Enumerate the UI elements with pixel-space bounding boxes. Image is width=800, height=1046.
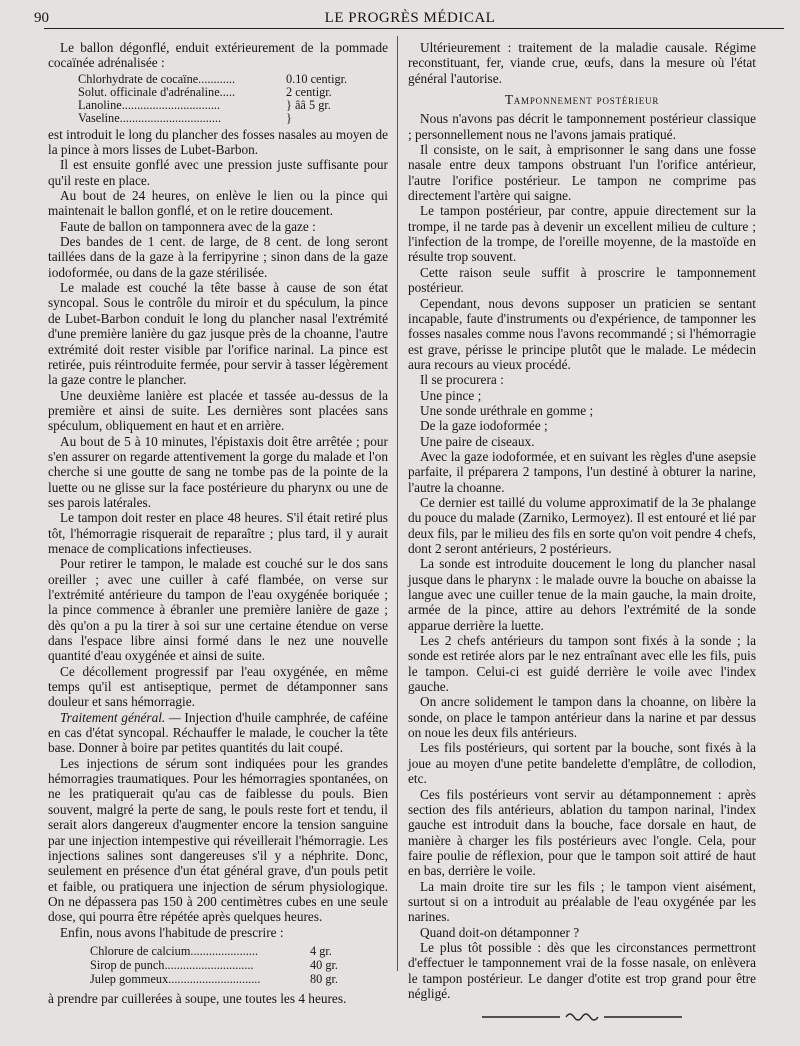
- paragraph: Ces fils postérieurs vont servir au détamponnement : après section des fils antérieurs, ablation du tampon narinal, l'index gauche est introduit dans la bouche, face dorsale en haut, de manière à charger les fils postérieurs avec l'ongle. Cela, pour faire poulie de réflexion, pour que le tampon soit attiré de haut en bas, derrière le voile.: [408, 786, 756, 879]
- paragraph: Le tampon postérieur, par contre, appuie directement sur la trompe, il ne tarde pas à devenir un excellent milieu de culture ; l'infection de la trompe, de l'oreille moyenne, de la mastoïde en résulte trop souvent.: [408, 203, 756, 265]
- paragraph: La main droite tire sur les fils ; le tampon vient aisément, surtout si on a introduit au préalable de l'eau oxygénée par les narines.: [408, 878, 756, 925]
- paragraph: Le tampon doit rester en place 48 heures. S'il était retiré plus tôt, l'hémorragie risquerait de reparaître ; plus tard, il y aurait menace de complications infectieuses.: [48, 510, 388, 556]
- paragraph: Ce décollement progressif par l'eau oxygénée, en même temps qu'il est antiseptique, permet de détamponner sans douleur et sans hémorragie.: [48, 663, 388, 710]
- list-item: De la gaze iodoformée ;: [420, 418, 548, 434]
- paragraph: Au bout de 24 heures, on enlève le lien ou la pince qui maintenait le ballon gonflé, et on le retire doucement.: [48, 188, 388, 219]
- paragraph: Les 2 chefs antérieurs du tampon sont fixés à la sonde ; la sonde est retirée alors par le nez entraînant avec elle les fils, puis le tampon. Celui-ci est guidé derrière le voile avec l'index gauche.: [408, 633, 756, 695]
- formula-quantity: 40 gr.: [310, 957, 339, 972]
- paragraph-text: Injection d'huile camphrée, de caféine en cas d'état syncopal. Réchauffer le malade, le coucher la tête base. Donner à boire par petites quantités du lait coupé.: [48, 709, 388, 756]
- paragraph: Il est ensuite gonflé avec une pression juste suffisante pour qu'il reste en place.: [48, 157, 388, 188]
- formula-ingredient: Lanoline................................: [78, 97, 221, 112]
- paragraph: Au bout de 5 à 10 minutes, l'épistaxis doit être arrêtée ; pour s'en assurer on regarde attentivement la gorge du malade et l'on cherche si une goutte de sang ne tombe pas de la pointe de la luette ou ne glisse sur la face postérieure du pharynx ou une de ses parois latérales.: [48, 433, 388, 510]
- formula-quantity: 2 centigr.: [286, 84, 332, 99]
- prescription-formula-1: [78, 73, 388, 125]
- paragraph: Des bandes de 1 cent. de large, de 8 cent. de long seront taillées dans de la gaze à la ferripyrine ; sinon dans de la gaze iodoformée, ou dans de la gaze stérilisée.: [48, 234, 388, 280]
- list-item: Une paire de ciseaux.: [420, 433, 535, 449]
- formula-ingredient: Julep gommeux..............................: [90, 971, 261, 986]
- section-heading: Tamponnement postérieur: [504, 92, 660, 108]
- page-header: [34, 8, 786, 30]
- left-column: [48, 40, 388, 1006]
- paragraph: Enfin, nous avons l'habitude de prescrire :: [60, 924, 284, 940]
- paragraph: Ce dernier est taillé du volume approximatif de la 3e phalange du pouce du malade (Zarniko, Lermoyez). Il est entouré et lié par deux fils, par le milieu des fils en sorte qu'on voit pendre 4 chefs, dont 2 seront antérieurs, 2 postérieurs.: [408, 494, 756, 556]
- paragraph: Ultérieurement : traitement de la maladie causale. Régime reconstituant, fer, viande crue, œufs, dans la mesure où l'état général l'autorise.: [408, 40, 756, 86]
- formula-ingredient: Solut. officinale d'adrénaline.....: [78, 84, 236, 99]
- right-column: [408, 40, 756, 1023]
- header-rule: [44, 28, 784, 29]
- formula-ingredient: Chlorure de calcium......................: [90, 943, 259, 958]
- prescription-formula-2: [90, 944, 388, 986]
- page-number: 90: [34, 10, 49, 26]
- end-ornament: [482, 1011, 682, 1023]
- paragraph: La sonde est introduite doucement le long du plancher nasal jusque dans le pharynx : le malade ouvre la bouche on abaisse la langue avec une cuiller tenue de la main gauche, la main droite, armée de la pince, attire au dehors l'extrémité de la sonde apparue derrière la luette.: [408, 556, 756, 633]
- running-title: LE PROGRÈS MÉDICAL: [324, 10, 496, 26]
- paragraph: Faute de ballon on tamponnera avec de la gaze :: [60, 218, 316, 234]
- formula-quantity: 0.10 centigr.: [286, 71, 348, 86]
- paragraph: à prendre par cuillerées à soupe, une toutes les 4 heures.: [48, 990, 347, 1006]
- paragraph: Pour retirer le tampon, le malade est couché sur le dos sans oreiller ; avec une cuiller à café flambée, on verse sur l'extrémité antérieure du tampon de l'eau oxygénée boriquée ; la pince commence à ébranler une première lanière de gaze ; dès qu'on a pu la tirer à soi sur une certaine étendue on verse dans l'espace libre ainsi formé dans le nez une nouvelle quantité d'eau oxygénée et ainsi de suite.: [48, 556, 388, 664]
- paragraph: Quand doit-on détamponner ?: [420, 924, 580, 940]
- paragraph: Nous n'avons pas décrit le tamponnement postérieur classique ; personnellement nous ne l'avons jamais pratiqué.: [408, 111, 756, 142]
- formula-ingredient: Vaseline.................................: [78, 110, 222, 125]
- paragraph: Cette raison seule suffit à proscrire le tamponnement postérieur.: [408, 264, 756, 296]
- paragraph: Le malade est couché la tête basse à cause de son état syncopal. Sous le contrôle du miroir et du spéculum, la pince de Lubet-Barbon conduit le long du plancher nasal l'extrémité d'une première lanière du gaz jusque près de la choanne, l'autre extrémité doit rester visible par l'orifice narinal. La pince est retirée, puis réintroduite fermée, pour servir à tasser légèrement la gaze contre le plancher.: [48, 280, 388, 388]
- paragraph: Les fils postérieurs, qui sortent par la bouche, sont fixés à la joue au moyen d'une petite bandelette d'emplâtre, de collodion, etc.: [408, 740, 756, 787]
- formula-quantity: 4 gr.: [310, 943, 332, 958]
- paragraph: est introduit le long du plancher des fosses nasales au moyen de la pince à mors lisses de Lubet-Barbon.: [48, 126, 388, 158]
- paragraph: Avec la gaze iodoformée, et en suivant les règles d'une asepsie parfaite, il préparera 2 tampons, l'un destiné à obturer la narine, l'autre la choanne.: [408, 448, 756, 495]
- paragraph: Il se procurera :: [420, 372, 504, 388]
- column-divider: [397, 36, 398, 971]
- paragraph: [48, 710, 388, 756]
- formula-quantity: }: [286, 110, 292, 125]
- formula-ingredient: Chlorhydrate de cocaïne............: [78, 71, 236, 86]
- formula-quantity: 80 gr.: [310, 971, 339, 986]
- formula-ingredient: Sirop de punch.............................: [90, 957, 254, 972]
- paragraph: Le plus tôt possible : dès que les circonstances permettront d'effectuer le tamponnement vrai de la fosse nasale, on enlèvera le tampon postérieur. Le danger d'otite est trop grand pour être négligé.: [408, 939, 756, 1001]
- paragraph: Les injections de sérum sont indiquées pour les grandes hémorragies traumatiques. Pour les hémorragies spontanées, on ne les pratiquerait qu'au cas de faiblesse du pouls. Bien souvent, malgré la perte de sang, le pouls reste fort et tendu, il serait alors dangereux d'augmenter encore la tension sanguine par une injection intempestive qui réveillerait l'hémorragie. Les injections salines sont dangereuses s'il y a néphrite. Donc, seulement en présence d'un état général grave, d'un pouls petit et faible, ou pratiquera une injection de sérum physiologique. On ne dépassera pas 150 à 200 centimètres cubes en une seule dose, qui pourra être répétée après quelques heures.: [48, 755, 388, 925]
- paragraph: On ancre solidement le tampon dans la choanne, on libère la sonde, on place le tampon antérieur dans la narine et par dessus on noue les deux fils antérieurs.: [408, 694, 756, 741]
- paragraph: Il consiste, on le sait, à emprisonner le sang dans une fosse nasale entre deux tampons obstruant l'un l'orifice antérieur, l'autre l'orifice postérieur. Le tampon ne comprime pas directement l'artère qui saigne.: [408, 142, 756, 204]
- formula-quantity: } ââ 5 gr.: [286, 97, 331, 112]
- subsection-lead: Traitement général. —: [60, 709, 181, 725]
- paragraph: Le ballon dégonflé, enduit extérieurement de la pommade cocaïnée adrénalisée :: [48, 40, 388, 71]
- paragraph: Cependant, nous devons supposer un praticien se sentant incapable, faute d'instruments ou d'expérience, de tamponner les fosses nasales comme nous l'avons recommandé ; si l'hémorragie est grave, périsse le principe plutôt que le malade. Le médecin aura recours au vieux procédé.: [408, 295, 756, 372]
- list-item: Une sonde uréthrale en gomme ;: [420, 402, 594, 418]
- paragraph: Une deuxième lanière est placée et tassée au-dessus de la première et ainsi de suite. Les dernières sont placées sans spéculum, obliquement en haut et en arrière.: [48, 387, 388, 434]
- list-item: Une pince ;: [420, 387, 482, 403]
